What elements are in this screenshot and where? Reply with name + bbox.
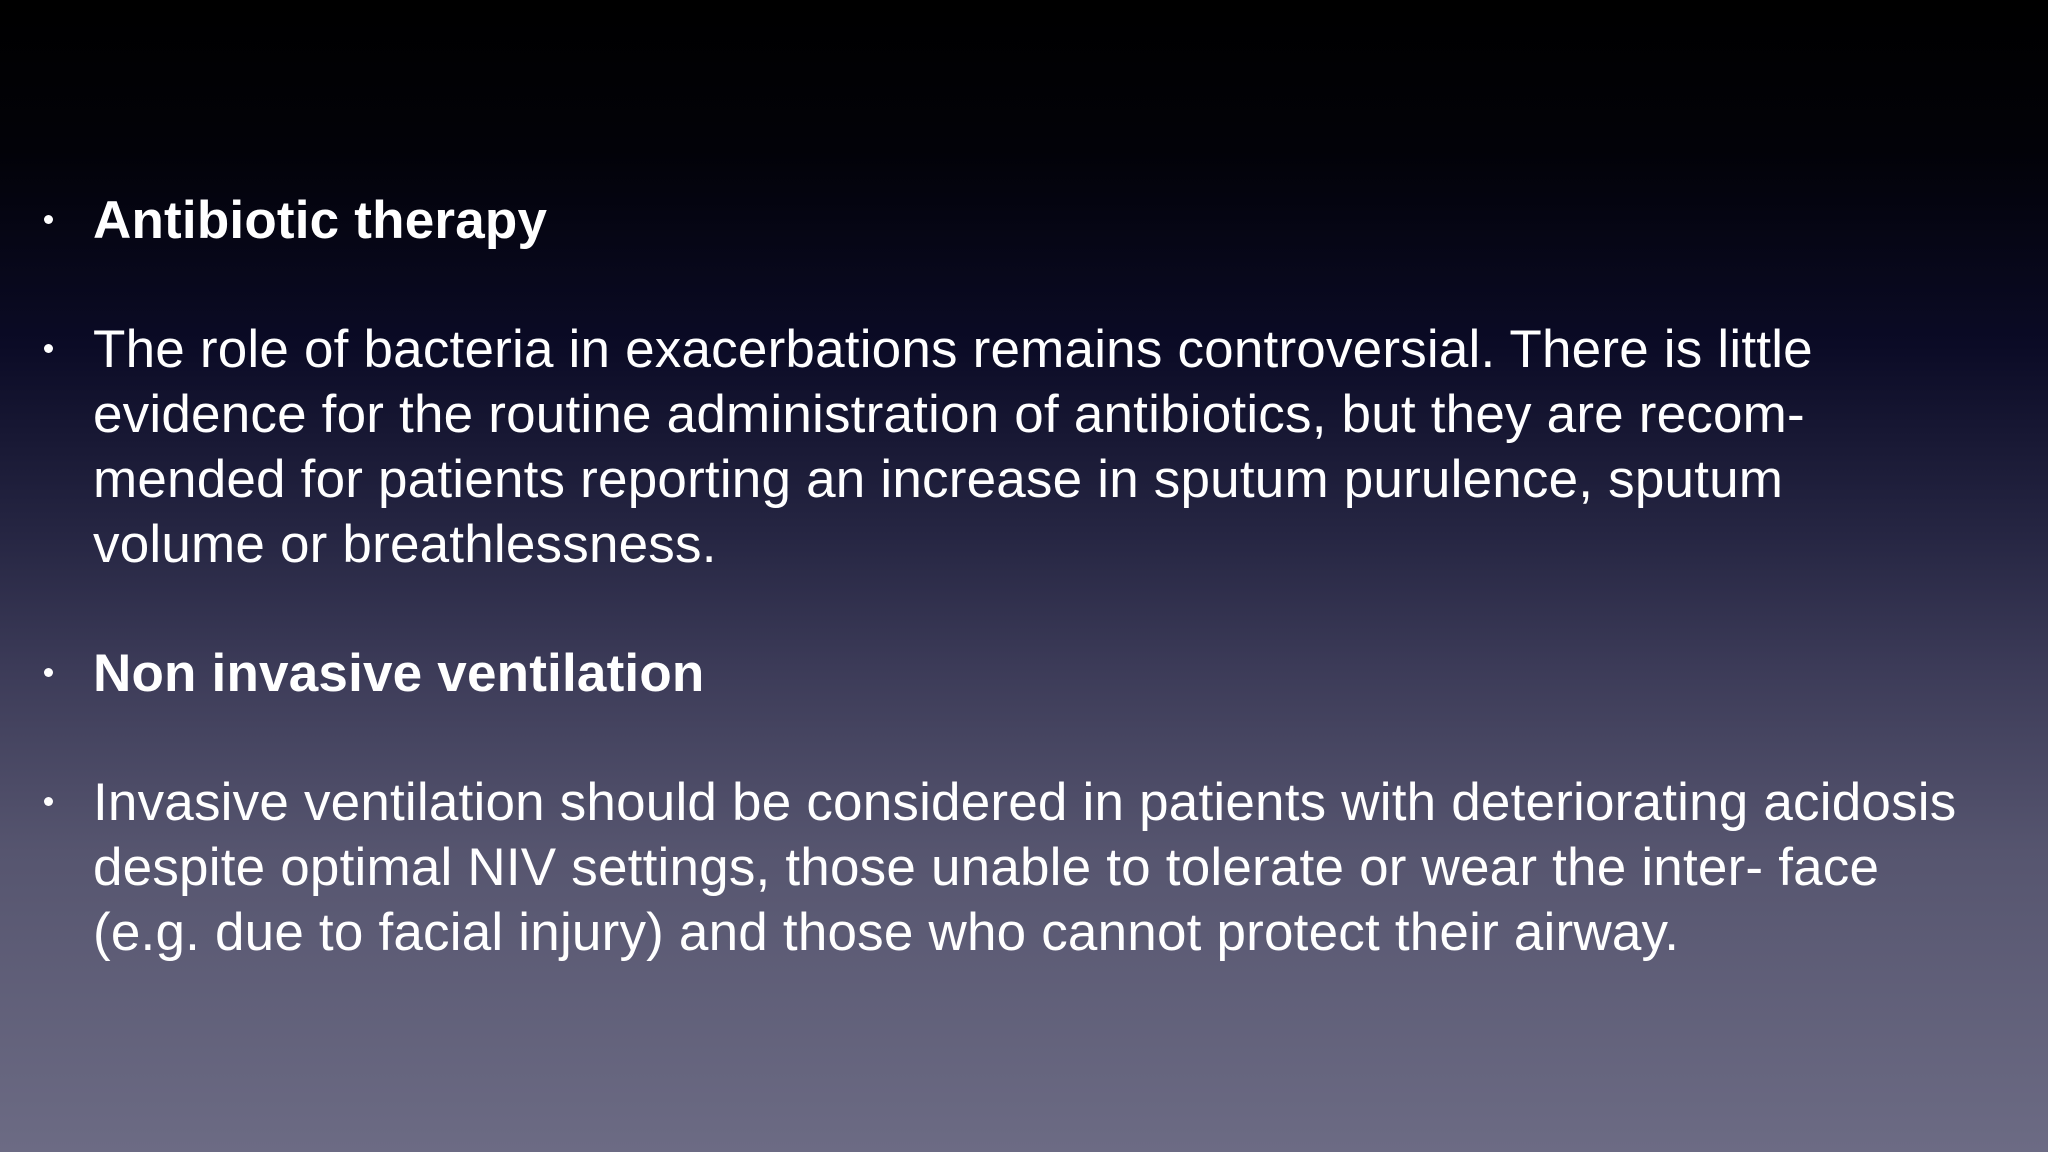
bullet-item-bacteria-role: [38, 317, 2018, 577]
bullet-dot-icon: [44, 344, 53, 353]
bullet-text-bacteria-role: The role of bacteria in exacerbations remains controversial. There is little evidence for the routine administration of antibiotics, but they are recom- mended for patients reporting an increase in sputum purulence, sputum volume or breathlessness.: [93, 320, 1813, 574]
bullet-item-antibiotic-therapy: [38, 188, 2018, 253]
bullet-dot-icon: [44, 797, 53, 806]
bullet-dot-icon: [44, 215, 53, 224]
bullet-dot-icon: [44, 668, 53, 677]
bullet-list: [38, 188, 2018, 965]
bullet-item-invasive-ventilation: [38, 770, 2018, 965]
bullet-heading-antibiotic-therapy: Antibiotic therapy: [93, 191, 548, 250]
bullet-heading-non-invasive-ventilation: Non invasive ventilation: [93, 644, 705, 703]
bullet-text-invasive-ventilation: Invasive ventilation should be considered in patients with deteriorating acidosis despite optimal NIV settings, those unable to tolerate or wear the inter- face (e.g. due to facial injury) and those who cannot protect their airway.: [93, 773, 1957, 962]
bullet-item-non-invasive-ventilation: [38, 641, 2018, 706]
